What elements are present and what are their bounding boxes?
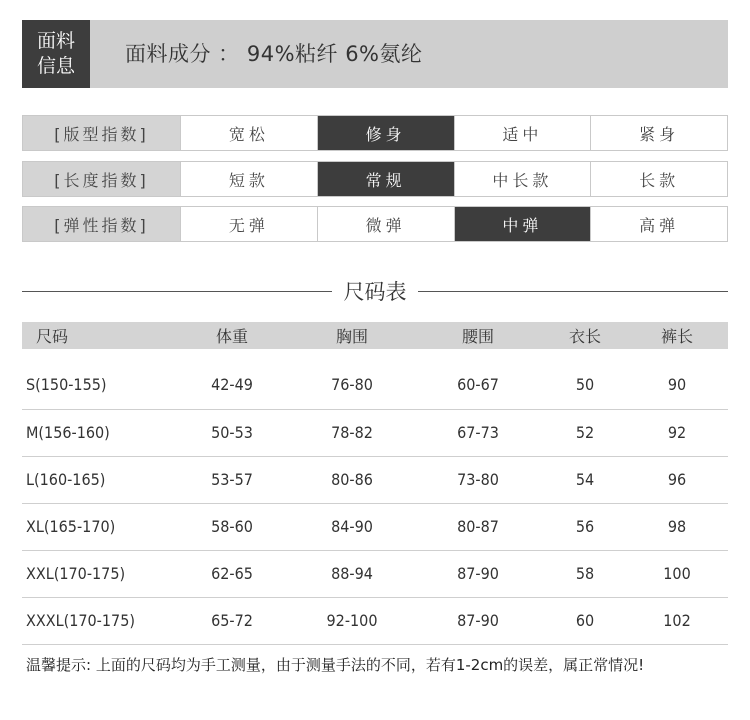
cell-weight: 58-60 [172,503,292,550]
cell-pants-length: 98 [626,503,728,550]
fit-option-tight[interactable]: 紧身 [591,116,727,150]
cell-top-length: 58 [544,550,626,597]
cell-top-length: 60 [544,597,626,644]
measurement-note: 温馨提示: 上面的尺码均为手工测量，由于测量手法的不同，若有1-2cm的误差，属正常情况! [26,656,645,674]
cell-pants-length: 102 [626,597,728,644]
header-top-length: 衣长 [544,322,626,349]
fabric-info-tag [22,20,90,88]
cell-bust: 76-80 [292,349,412,409]
cell-waist: 60-67 [412,349,544,409]
header-bust: 胸围 [292,322,412,349]
stretch-option-high[interactable]: 高弹 [591,207,727,241]
cell-waist: 87-90 [412,597,544,644]
cell-pants-length: 100 [626,550,728,597]
fit-option-slim[interactable]: 修身 [318,116,455,150]
cell-top-length: 54 [544,456,626,503]
cell-size: XXXL(170-175) [22,597,172,644]
length-option-mid-long[interactable]: 中长款 [455,162,592,196]
stretch-option-none[interactable]: 无弹 [181,207,318,241]
cell-waist: 73-80 [412,456,544,503]
length-index-label: [长度指数] [23,162,181,196]
stretch-index-row [22,206,728,242]
stretch-index-label: [弹性指数] [23,207,181,241]
length-index-row [22,161,728,197]
cell-size: XXL(170-175) [22,550,172,597]
size-chart-title-text: 尺码表 [338,280,413,304]
cell-size: XL(165-170) [22,503,172,550]
cell-weight: 62-65 [172,550,292,597]
fabric-info-bar [22,20,728,88]
stretch-option-slight[interactable]: 微弹 [318,207,455,241]
header-weight: 体重 [172,322,292,349]
cell-pants-length: 90 [626,349,728,409]
table-row [22,503,728,550]
table-row [22,349,728,409]
table-row [22,456,728,503]
length-option-regular[interactable]: 常规 [318,162,455,196]
fabric-tag-line2: 信息 [36,55,75,77]
cell-size: L(160-165) [22,456,172,503]
header-waist: 腰围 [412,322,544,349]
cell-bust: 78-82 [292,409,412,456]
fit-option-loose[interactable]: 宽松 [181,116,318,150]
cell-pants-length: 92 [626,409,728,456]
cell-size: M(156-160) [22,409,172,456]
size-table [22,322,728,645]
table-row [22,597,728,644]
table-header-row [22,322,728,349]
cell-top-length: 50 [544,349,626,409]
cell-weight: 53-57 [172,456,292,503]
cell-size: S(150-155) [22,349,172,409]
cell-top-length: 56 [544,503,626,550]
cell-weight: 42-49 [172,349,292,409]
cell-waist: 67-73 [412,409,544,456]
table-row [22,409,728,456]
cell-weight: 65-72 [172,597,292,644]
size-chart-title [0,276,750,306]
cell-weight: 50-53 [172,409,292,456]
fabric-composition: 面料成分 ： 94%粘纤 6%氨纶 [125,42,423,66]
fit-index-row [22,115,728,151]
header-size: 尺码 [22,322,172,349]
fit-index-label: [版型指数] [23,116,181,150]
cell-waist: 80-87 [412,503,544,550]
cell-top-length: 52 [544,409,626,456]
fabric-tag-line1: 面料 [36,30,75,52]
length-option-short[interactable]: 短款 [181,162,318,196]
cell-bust: 88-94 [292,550,412,597]
fit-option-regular[interactable]: 适中 [455,116,592,150]
cell-bust: 92-100 [292,597,412,644]
length-option-long[interactable]: 长款 [591,162,727,196]
cell-pants-length: 96 [626,456,728,503]
table-row [22,550,728,597]
stretch-option-medium[interactable]: 中弹 [455,207,592,241]
cell-bust: 84-90 [292,503,412,550]
header-pants-length: 裤长 [626,322,728,349]
cell-waist: 87-90 [412,550,544,597]
cell-bust: 80-86 [292,456,412,503]
